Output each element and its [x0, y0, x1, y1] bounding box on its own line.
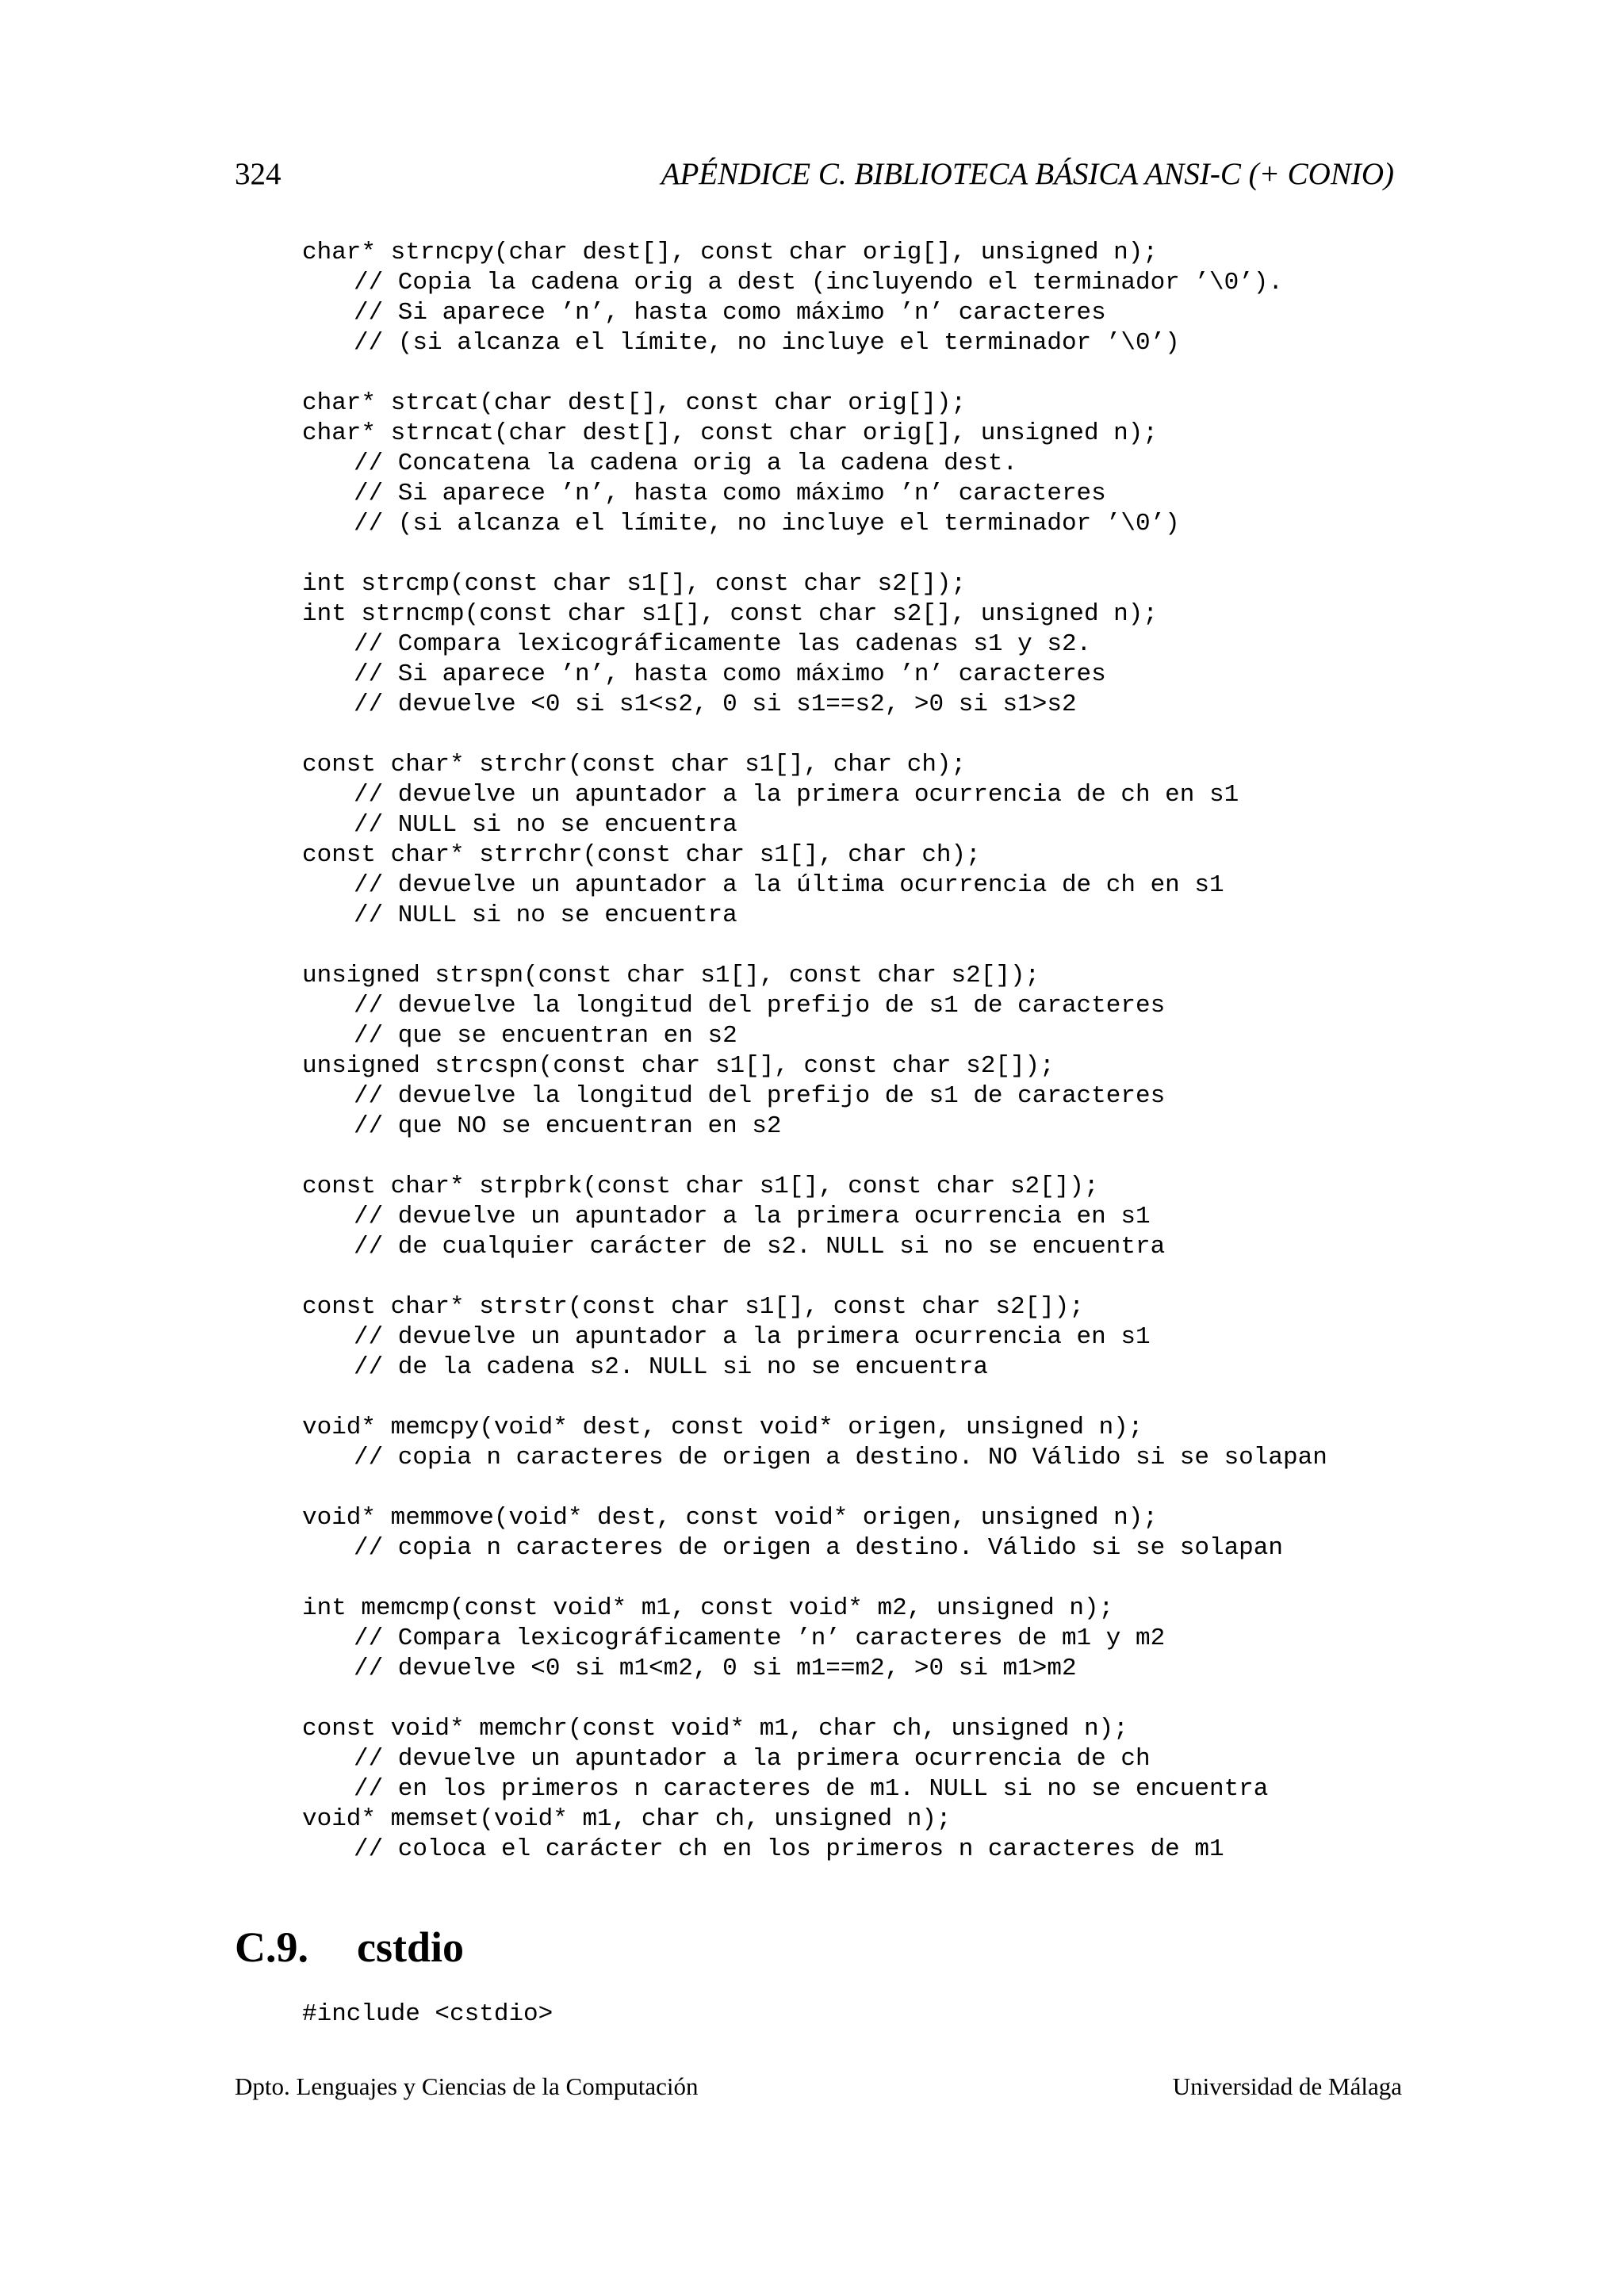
code-comment-line: // devuelve la longitud del prefijo de s1 de caracteres: [354, 992, 1166, 1020]
code-declaration-line: char* strncat(char dest[], const char orig[], unsigned n);: [302, 419, 1158, 447]
code-comment-line: // (si alcanza el límite, no incluye el terminador ’\0’): [354, 329, 1180, 357]
code-comment-line: // devuelve la longitud del prefijo de s1 de caracteres: [354, 1082, 1166, 1110]
code-comment-line: // Si aparece ’n’, hasta como máximo ’n’ caracteres: [354, 660, 1106, 688]
code-comment-line: // devuelve <0 si s1<s2, 0 si s1==s2, >0 si s1>s2: [354, 691, 1077, 718]
code-declaration-line: const char* strrchr(const char s1[], char ch);: [302, 841, 981, 869]
code-declaration-line: unsigned strcspn(const char s1[], const char s2[]);: [302, 1052, 1055, 1080]
code-declaration-line: void* memcpy(void* dest, const void* origen, unsigned n);: [302, 1414, 1143, 1441]
code-blank-line: [302, 1383, 1412, 1413]
code-blank-line: [302, 720, 1412, 750]
code-comment-line: // de cualquier carácter de s2. NULL si no se encuentra: [354, 1233, 1166, 1261]
code-declaration-line: void* memmove(void* dest, const void* origen, unsigned n);: [302, 1504, 1158, 1532]
code-declaration-line: const char* strchr(const char s1[], char ch);: [302, 751, 967, 779]
code-comment-line: // devuelve un apuntador a la primera ocurrencia de ch en s1: [354, 781, 1239, 809]
code-declaration-line: const char* strpbrk(const char s1[], const char s2[]);: [302, 1173, 1099, 1200]
code-declaration-line: int memcmp(const void* m1, const void* m2, unsigned n);: [302, 1594, 1114, 1622]
running-title: APÉNDICE C. BIBLIOTECA BÁSICA ANSI-C (+ CONIO): [661, 157, 1394, 191]
code-comment-line: // Compara lexicográficamente ’n’ caracteres de m1 y m2: [354, 1624, 1166, 1652]
code-comment-line: // devuelve un apuntador a la primera ocurrencia de ch: [354, 1745, 1151, 1773]
code-comment-line: // Si aparece ’n’, hasta como máximo ’n’ caracteres: [354, 299, 1106, 327]
code-declaration-line: int strncmp(const char s1[], const char s2[], unsigned n);: [302, 600, 1158, 628]
code-comment-line: // devuelve un apuntador a la primera ocurrencia en s1: [354, 1323, 1151, 1351]
section-heading: [235, 1922, 464, 1973]
code-comment-line: // Si aparece ’n’, hasta como máximo ’n’ caracteres: [354, 480, 1106, 507]
code-comment-line: // que NO se encuentran en s2: [354, 1112, 782, 1140]
code-declaration-line: unsigned strspn(const char s1[], const char s2[]);: [302, 962, 1040, 989]
code-blank-line: [302, 1142, 1412, 1172]
footer-department: Dpto. Lenguajes y Ciencias de la Computación: [235, 2072, 699, 2100]
code-declaration-line: const char* strstr(const char s1[], const char s2[]);: [302, 1293, 1084, 1321]
section-number: C.9.: [235, 1923, 308, 1971]
code-declaration-line: char* strcat(char dest[], const char orig[]);: [302, 389, 967, 417]
code-declaration-line: char* strncpy(char dest[], const char orig[], unsigned n);: [302, 239, 1158, 266]
code-blank-line: [302, 358, 1412, 388]
code-comment-line: // copia n caracteres de origen a destino. Válido si se solapan: [354, 1534, 1283, 1562]
code-comment-line: // NULL si no se encuentra: [354, 901, 737, 929]
footer-university: Universidad de Málaga: [1172, 2072, 1402, 2100]
code-comment-line: // NULL si no se encuentra: [354, 811, 737, 839]
code-comment-line: // (si alcanza el límite, no incluye el terminador ’\0’): [354, 510, 1180, 538]
code-comment-line: // devuelve un apuntador a la última ocurrencia de ch en s1: [354, 871, 1224, 899]
include-directive: #include <cstdio>: [302, 2000, 553, 2028]
code-listing: [302, 238, 1412, 1865]
section-title: cstdio: [357, 1923, 464, 1971]
code-comment-line: // copia n caracteres de origen a destino. NO Válido si se solapan: [354, 1444, 1327, 1471]
code-comment-line: // devuelve un apuntador a la primera ocurrencia en s1: [354, 1203, 1151, 1230]
code-blank-line: [302, 1684, 1412, 1714]
code-blank-line: [302, 931, 1412, 961]
code-declaration-line: int strcmp(const char s1[], const char s2[]);: [302, 570, 967, 598]
code-comment-line: // Compara lexicográficamente las cadenas s1 y s2.: [354, 630, 1092, 658]
code-blank-line: [302, 539, 1412, 569]
code-comment-line: // en los primeros n caracteres de m1. NULL si no se encuentra: [354, 1775, 1269, 1803]
page-number: 324: [235, 157, 282, 191]
code-blank-line: [302, 1563, 1412, 1594]
code-comment-line: // coloca el carácter ch en los primeros n caracteres de m1: [354, 1835, 1224, 1863]
code-comment-line: // de la cadena s2. NULL si no se encuentra: [354, 1353, 988, 1381]
code-comment-line: // devuelve <0 si m1<m2, 0 si m1==m2, >0 si m1>m2: [354, 1655, 1077, 1682]
code-blank-line: [302, 1473, 1412, 1503]
code-comment-line: // Copia la cadena orig a dest (incluyendo el terminador ’\0’).: [354, 269, 1283, 297]
code-comment-line: // que se encuentran en s2: [354, 1022, 737, 1050]
code-comment-line: // Concatena la cadena orig a la cadena dest.: [354, 450, 1018, 477]
code-declaration-line: const void* memchr(const void* m1, char ch, unsigned n);: [302, 1715, 1128, 1743]
code-blank-line: [302, 1262, 1412, 1292]
code-declaration-line: void* memset(void* m1, char ch, unsigned n);: [302, 1805, 952, 1833]
